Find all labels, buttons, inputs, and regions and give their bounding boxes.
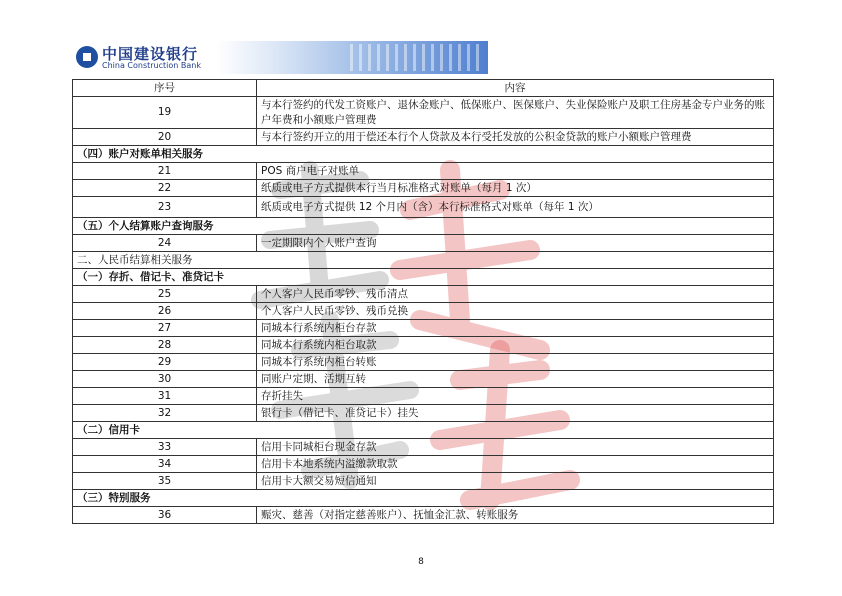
column-header-no: 序号 xyxy=(73,80,257,97)
row-content: 同城本行系统内柜台存款 xyxy=(257,320,774,337)
row-content: 一定期限内个人账户查询 xyxy=(257,235,774,252)
section-row xyxy=(73,490,774,507)
section-title: （五）个人结算账户查询服务 xyxy=(73,218,774,235)
row-number: 26 xyxy=(73,303,257,320)
row-content: 纸质或电子方式提供本行当月标准格式对账单（每月 1 次） xyxy=(257,180,774,197)
row-number: 27 xyxy=(73,320,257,337)
section-title: （四）账户对账单相关服务 xyxy=(73,146,774,163)
section-title: （三）特别服务 xyxy=(73,490,774,507)
table-row xyxy=(73,303,774,320)
table-row xyxy=(73,507,774,524)
row-content: 与本行签约开立的用于偿还本行个人贷款及本行受托发放的公积金贷款的账户小额账户管理费 xyxy=(257,129,774,146)
row-content: POS 商户电子对账单 xyxy=(257,163,774,180)
row-number: 29 xyxy=(73,354,257,371)
row-number: 31 xyxy=(73,388,257,405)
row-number: 21 xyxy=(73,163,257,180)
header-banner xyxy=(216,41,488,74)
row-content: 赈灾、慈善（对指定慈善账户）、抚恤金汇款、转账服务 xyxy=(257,507,774,524)
row-content: 信用卡大额交易短信通知 xyxy=(257,473,774,490)
table-row xyxy=(73,371,774,388)
table-header-row xyxy=(73,80,774,97)
ccb-logo-icon xyxy=(76,46,98,68)
table-row xyxy=(73,97,774,129)
section-title: 二、人民币结算相关服务 xyxy=(73,252,774,269)
table-row xyxy=(73,163,774,180)
row-content: 同城本行系统内柜台取款 xyxy=(257,337,774,354)
row-content: 信用卡同城柜台现金存款 xyxy=(257,439,774,456)
page-header xyxy=(72,41,488,74)
table-row xyxy=(73,456,774,473)
fee-table xyxy=(72,79,774,524)
row-content: 存折挂失 xyxy=(257,388,774,405)
row-number: 22 xyxy=(73,180,257,197)
section-title: （一）存折、借记卡、准贷记卡 xyxy=(73,269,774,286)
table-row xyxy=(73,235,774,252)
row-content: 与本行签约的代发工资账户、退休金账户、低保账户、医保账户、失业保险账户及职工住房基金专户业务的账户年费和小额账户管理费 xyxy=(257,97,774,129)
row-number: 25 xyxy=(73,286,257,303)
row-content: 信用卡本地系统内溢缴款取款 xyxy=(257,456,774,473)
bank-logo xyxy=(72,41,222,74)
section-row xyxy=(73,422,774,439)
table-row xyxy=(73,354,774,371)
section-title: （二）信用卡 xyxy=(73,422,774,439)
banner-building-graphic xyxy=(350,44,480,71)
row-content: 个人客户人民币零钞、残币兑换 xyxy=(257,303,774,320)
row-content: 同账户定期、活期互转 xyxy=(257,371,774,388)
row-number: 33 xyxy=(73,439,257,456)
table-row xyxy=(73,388,774,405)
column-header-content: 内容 xyxy=(257,80,774,97)
table-row xyxy=(73,405,774,422)
table-row xyxy=(73,180,774,197)
table-row xyxy=(73,439,774,456)
brand-name-cn: 中国建设银行 xyxy=(102,45,199,63)
table-row xyxy=(73,129,774,146)
table-row xyxy=(73,473,774,490)
row-number: 20 xyxy=(73,129,257,146)
brand-name-en: China Construction Bank xyxy=(102,61,201,70)
table-row xyxy=(73,337,774,354)
table-row xyxy=(73,320,774,337)
row-content: 银行卡（借记卡、准贷记卡）挂失 xyxy=(257,405,774,422)
section-row xyxy=(73,146,774,163)
row-number: 19 xyxy=(73,97,257,129)
table-row xyxy=(73,286,774,303)
row-number: 24 xyxy=(73,235,257,252)
table-row xyxy=(73,197,774,218)
section-row xyxy=(73,252,774,269)
section-row xyxy=(73,218,774,235)
row-content: 个人客户人民币零钞、残币清点 xyxy=(257,286,774,303)
page-number: 8 xyxy=(418,557,424,567)
row-content: 同城本行系统内柜台转账 xyxy=(257,354,774,371)
row-number: 23 xyxy=(73,197,257,218)
row-number: 32 xyxy=(73,405,257,422)
row-number: 35 xyxy=(73,473,257,490)
row-number: 34 xyxy=(73,456,257,473)
row-number: 28 xyxy=(73,337,257,354)
row-number: 36 xyxy=(73,507,257,524)
section-row xyxy=(73,269,774,286)
row-number: 30 xyxy=(73,371,257,388)
row-content: 纸质或电子方式提供 12 个月内（含）本行标准格式对账单（每年 1 次） xyxy=(257,197,774,218)
